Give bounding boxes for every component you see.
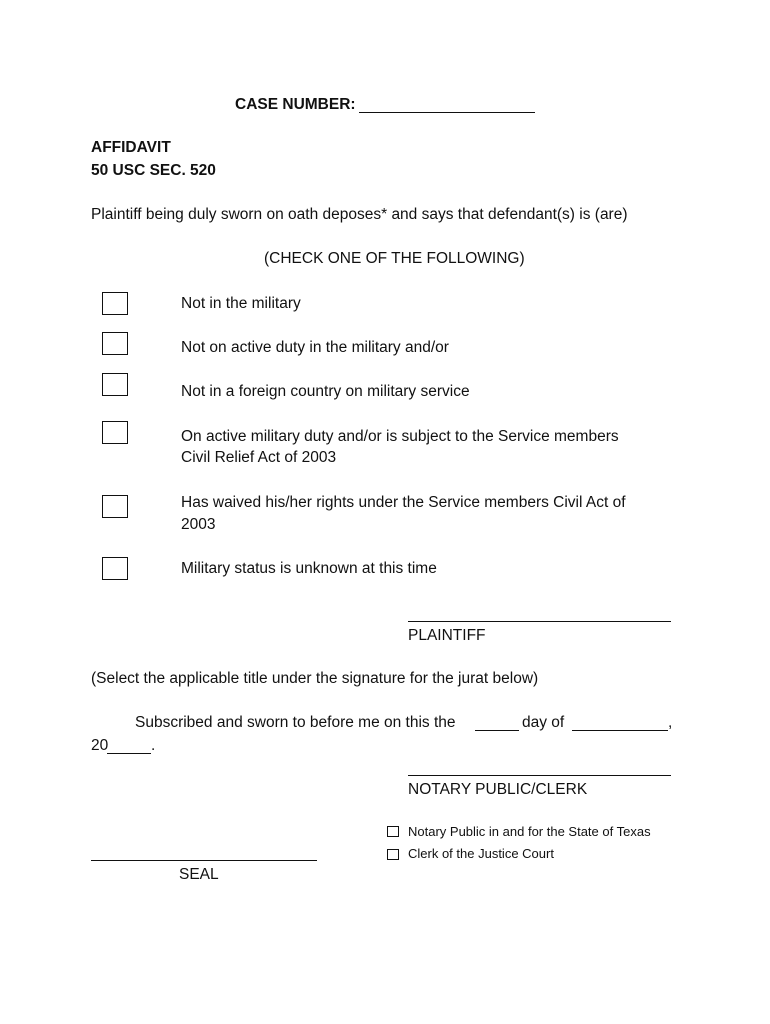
statute-subtitle: 50 USC SEC. 520 [91,162,216,179]
checkbox-not-foreign-country[interactable] [102,373,128,396]
jurat-text-part1: Subscribed and sworn to before me on this the [135,714,456,731]
title-clerk-justice-court: Clerk of the Justice Court [408,846,554,861]
option-label-active-duty-line2: Civil Relief Act of 2003 [181,449,337,466]
option-label-active-duty-line1: On active military duty and/or is subject to the Service members [181,428,619,445]
notary-signature-line[interactable] [408,775,671,776]
checkbox-not-active-duty[interactable] [102,332,128,355]
option-label-waived-rights-line1: Has waived his/her rights under the Service members Civil Act of [181,494,626,511]
checkbox-notary-public[interactable] [387,826,399,837]
plaintiff-label: PLAINTIFF [408,627,486,644]
jurat-year-field[interactable] [107,753,151,754]
case-number-label: CASE NUMBER: [235,96,356,113]
option-label-not-in-military: Not in the military [181,295,301,312]
seal-line [91,860,317,861]
plaintiff-signature-line[interactable] [408,621,671,622]
seal-label: SEAL [179,866,219,883]
checkbox-status-unknown[interactable] [102,557,128,580]
intro-statement: Plaintiff being duly sworn on oath deposes* and says that defendant(s) is (are) [91,206,628,223]
jurat-text-part2: day of [522,714,565,731]
notary-clerk-label: NOTARY PUBLIC/CLERK [408,781,588,798]
option-label-waived-rights-line2: 2003 [181,516,216,533]
checkbox-not-in-military[interactable] [102,292,128,315]
option-label-not-foreign-country: Not in a foreign country on military service [181,383,470,400]
option-label-status-unknown: Military status is unknown at this time [181,560,437,577]
title-notary-public: Notary Public in and for the State of Texas [408,824,651,839]
jurat-year-period: . [151,737,156,754]
affidavit-title: AFFIDAVIT [91,139,171,156]
jurat-month-field[interactable] [572,730,668,731]
jurat-year-prefix: 20 [91,737,109,754]
checkbox-clerk-justice-court[interactable] [387,849,399,860]
option-label-not-active-duty: Not on active duty in the military and/or [181,339,449,356]
checkbox-waived-rights[interactable] [102,495,128,518]
jurat-comma: , [668,714,673,731]
jurat-day-field[interactable] [475,730,519,731]
checkbox-active-duty[interactable] [102,421,128,444]
check-instruction: (CHECK ONE OF THE FOLLOWING) [264,250,525,267]
jurat-instruction: (Select the applicable title under the signature for the jurat below) [91,670,539,687]
case-number-field[interactable] [359,112,535,113]
